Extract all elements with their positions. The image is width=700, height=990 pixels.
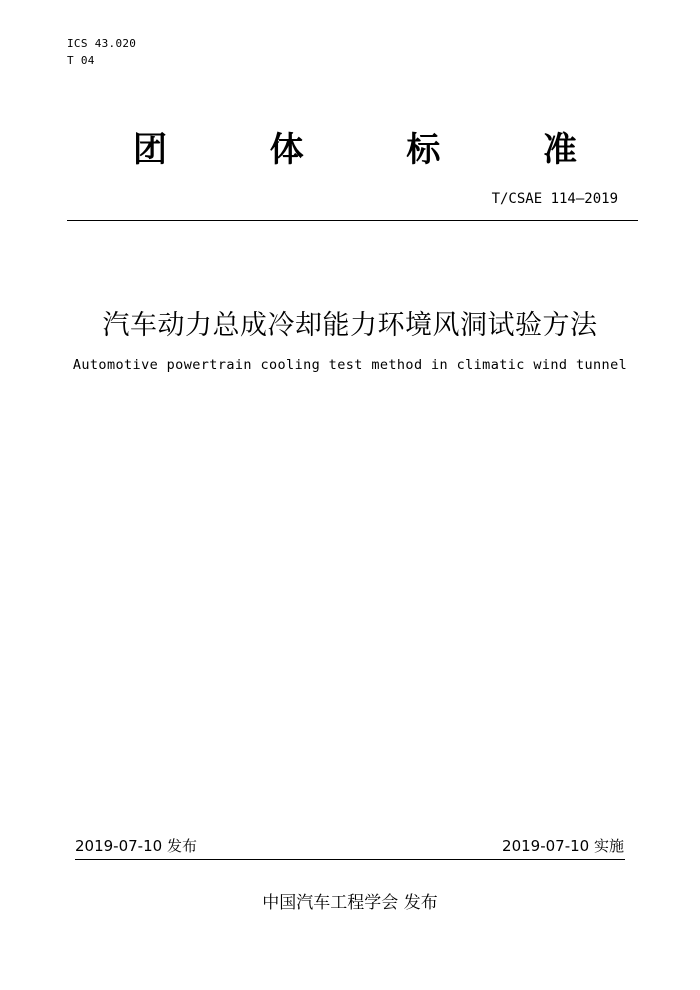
standard-type-heading [120,130,590,170]
implementation-date: 2019-07-10 实施 [502,837,624,855]
heading-char-4: 准 [542,130,577,170]
header-divider [67,220,638,221]
issue-date: 2019-07-10 发布 [75,837,197,855]
heading-char-2: 体 [269,130,304,170]
document-title-chinese: 汽车动力总成冷却能力环境风洞试验方法 [102,310,598,341]
ics-code: ICS 43.020 [67,37,137,50]
heading-char-3: 标 [406,130,441,170]
heading-char-1: 团 [133,130,167,170]
category-code: T 04 [67,54,95,67]
footer-divider [75,859,625,860]
standard-number: T/CSAE 114—2019 [491,191,618,207]
document-title-english: Automotive powertrain cooling test method in climatic wind tunnel [72,357,628,373]
publisher: 中国汽车工程学会 发布 [262,893,438,913]
